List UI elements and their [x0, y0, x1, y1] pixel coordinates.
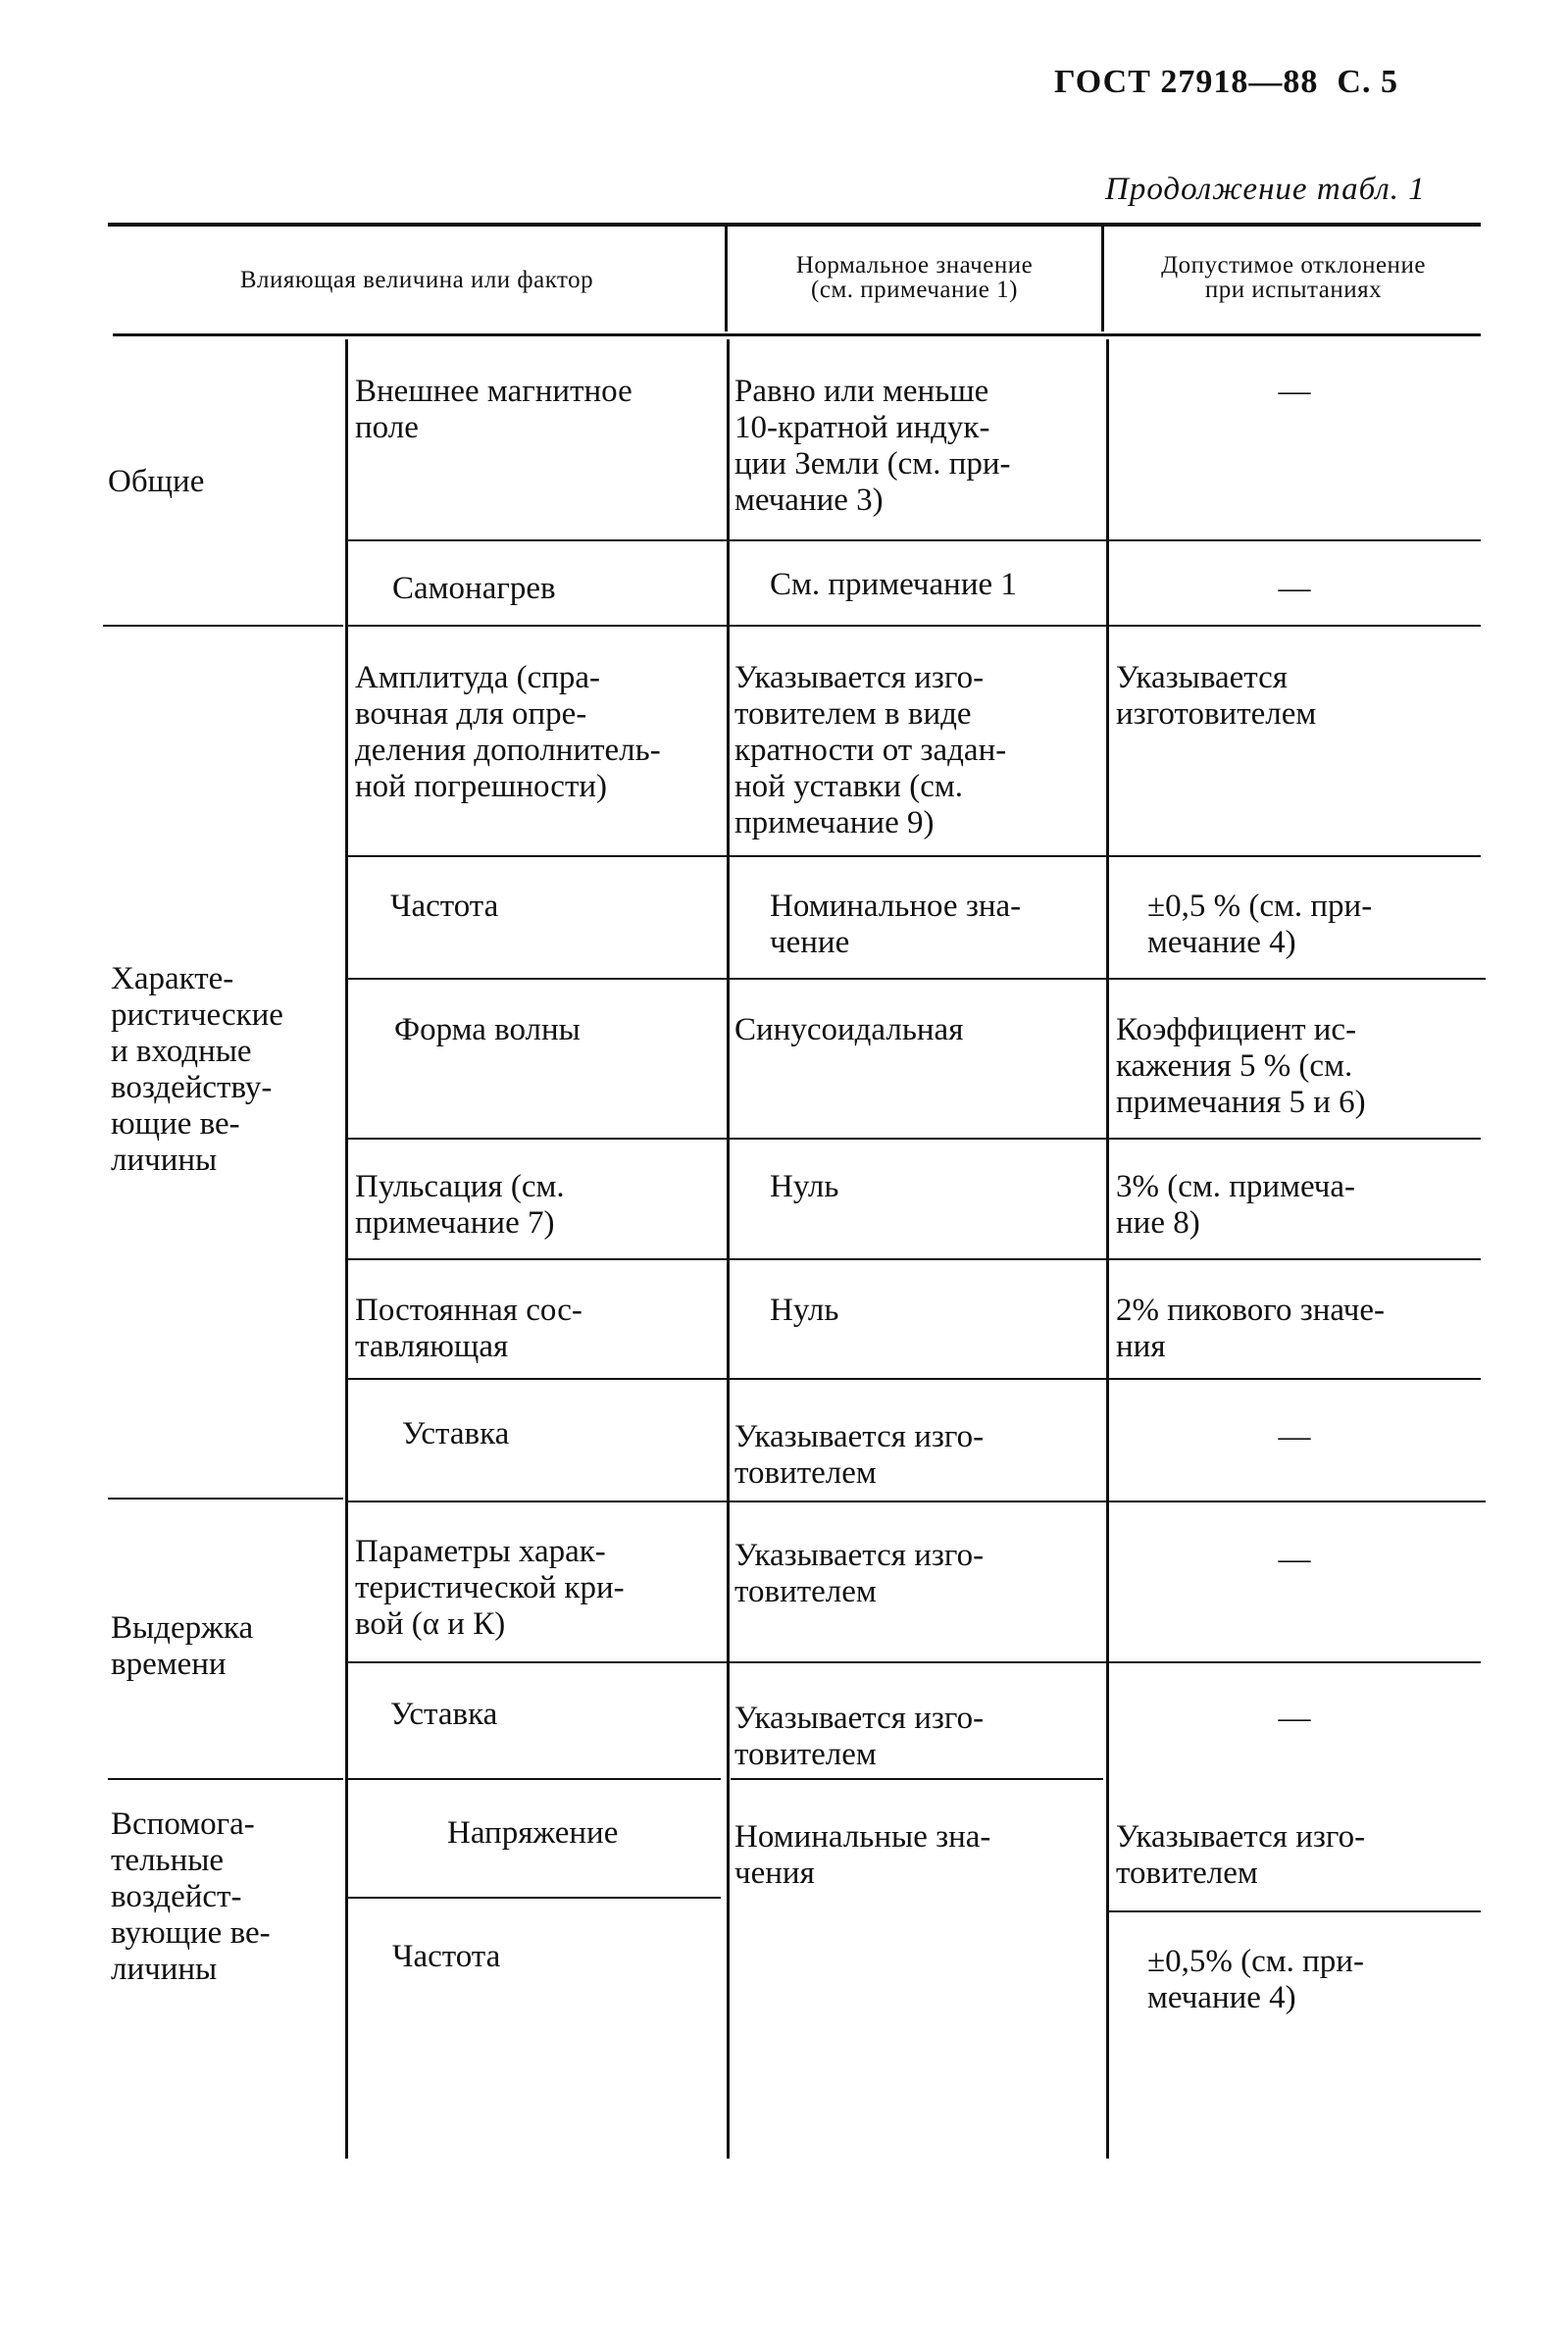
rule-row-11-deviation	[1109, 1910, 1481, 1912]
table-continuation-caption: Продолжение табл. 1	[1105, 172, 1426, 207]
rule-group-3	[108, 1778, 343, 1780]
rule-row-10-factor	[348, 1778, 721, 1780]
rule-row-2	[348, 625, 1481, 627]
deviation-cell: Указывается изготовителем	[1116, 660, 1317, 732]
factor-cell: Уставка	[390, 1697, 498, 1732]
rule-group-1	[103, 625, 343, 627]
column-header-factor: Влияющая величина или фактор	[239, 267, 594, 293]
deviation-cell: 2% пикового значе- ния	[1116, 1293, 1385, 1364]
rule-col-3	[1106, 339, 1109, 2159]
normal-value-cell: См. примечание 1	[770, 567, 1017, 602]
rule-row-4	[348, 978, 1486, 980]
deviation-cell: —	[1278, 374, 1311, 409]
normal-value-cell: Указывается изго- товителем	[734, 1419, 985, 1491]
rule-table-top	[108, 223, 1481, 227]
normal-value-cell: Номинальное зна- чение	[770, 889, 1022, 960]
factor-cell: Частота	[392, 1939, 501, 1974]
normal-value-cell: Указывается изго- товителем в виде кратности от задан- ной уставки (см. примечание 9)	[734, 660, 1007, 840]
rule-col-2	[727, 339, 730, 2159]
deviation-cell: —	[1278, 1542, 1311, 1577]
deviation-cell: —	[1278, 571, 1311, 606]
rule-row-10-normal	[731, 1778, 1103, 1780]
rule-row-6	[348, 1258, 1481, 1260]
group-name: Выдержка времени	[111, 1610, 254, 1682]
deviation-cell: 3% (см. примеча- ние 8)	[1116, 1169, 1356, 1241]
normal-value-cell: Равно или меньше 10-кратной индук- ции Земли (см. при- мечание 3)	[734, 374, 1011, 518]
rule-row-3	[348, 855, 1481, 857]
deviation-cell: —	[1278, 1419, 1311, 1454]
group-name: Характе- ристические и входные воздейству- ющие ве- личины	[111, 961, 283, 1178]
factor-cell: Внешнее магнитное поле	[355, 374, 632, 445]
rule-row-7	[348, 1378, 1481, 1380]
factor-cell: Постоянная сос- тавляющая	[355, 1293, 582, 1364]
group-name: Общие	[108, 464, 205, 499]
rule-row-11-factor	[348, 1897, 721, 1899]
normal-value-cell: Нуль	[770, 1293, 839, 1328]
rule-row-5	[348, 1138, 1481, 1140]
deviation-cell: Указывается изго- товителем	[1116, 1819, 1366, 1891]
standard-number: ГОСТ 27918—88	[1054, 64, 1319, 100]
rule-header-col-1	[725, 226, 728, 331]
deviation-cell: Коэффициент ис- кажения 5 % (см. примечания 5 и 6)	[1116, 1012, 1366, 1120]
column-header-normal-value: Нормальное значение (см. примечание 1)	[795, 252, 1034, 303]
deviation-cell: —	[1278, 1701, 1311, 1736]
normal-value-cell: Указывается изго- товителем	[734, 1701, 985, 1772]
group-name: Вспомога- тельные воздейст- вующие ве- личины	[111, 1806, 271, 1987]
rule-row-8	[348, 1501, 1486, 1502]
column-header-deviation: Допустимое отклонение при испытаниях	[1161, 252, 1426, 303]
factor-cell: Частота	[390, 889, 499, 924]
page-number: С. 5	[1337, 64, 1398, 100]
factor-cell: Уставка	[402, 1416, 510, 1451]
factor-cell: Форма волны	[394, 1012, 581, 1047]
factor-cell: Напряжение	[447, 1815, 619, 1851]
factor-cell: Параметры харак- теристической кри- вой (α и К)	[355, 1534, 625, 1642]
rule-header-col-2	[1101, 226, 1104, 331]
factor-cell: Амплитуда (спра- вочная для опре- деления дополнитель- ной погрешности)	[355, 660, 661, 804]
deviation-cell: ±0,5% (см. при- мечание 4)	[1147, 1944, 1364, 2015]
rule-row-9	[348, 1661, 1481, 1663]
rule-row-1	[348, 539, 1481, 541]
normal-value-cell: Нуль	[770, 1169, 839, 1204]
rule-header-bottom	[113, 333, 1481, 336]
deviation-cell: ±0,5 % (см. при- мечание 4)	[1147, 889, 1373, 960]
normal-value-cell: Синусоидальная	[734, 1012, 964, 1047]
factor-cell: Самонагрев	[392, 571, 556, 606]
rule-col-1	[345, 339, 348, 2159]
normal-value-cell: Номинальные зна- чения	[734, 1819, 991, 1891]
page-header	[1054, 63, 1398, 102]
factor-cell: Пульсация (см. примечание 7)	[355, 1169, 565, 1241]
normal-value-cell: Указывается изго- товителем	[734, 1538, 985, 1609]
rule-group-2	[108, 1498, 343, 1500]
